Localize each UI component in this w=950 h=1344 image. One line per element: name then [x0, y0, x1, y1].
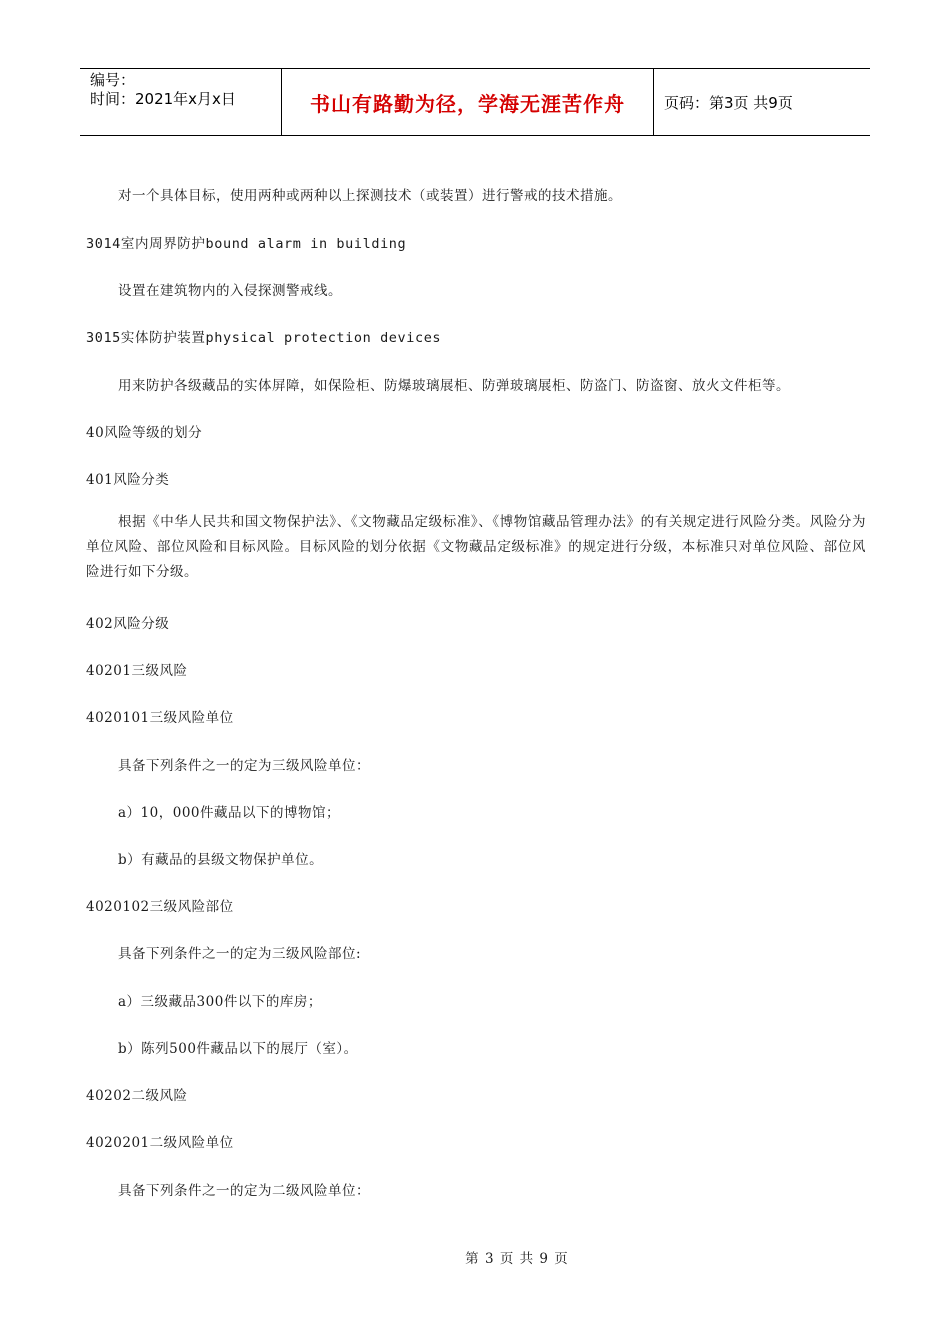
paragraph: 对一个具体目标，使用两种或两种以上探测技术（或装置）进行警戒的技术措施。: [118, 188, 622, 204]
list-item: a）10，000件藏品以下的博物馆；: [118, 805, 340, 821]
paragraph: 根据《中华人民共和国文物保护法》、《文物藏品定级标准》、《博物馆藏品管理办法》的有关规定进行风险分类。风险分为单位风险、部位风险和目标风险。目标风险的划分依据《文物藏品定级标准》的规定进行分级，本标准只对单位风险、部位风险进行如下分级。: [86, 514, 866, 580]
paragraph: 具备下列条件之一的定为三级风险部位:: [118, 946, 362, 962]
header-meta: [80, 69, 282, 135]
section-heading-401: 401风险分类: [86, 472, 170, 488]
section-heading-402: 402风险分级: [86, 616, 170, 632]
section-heading-4020102: 4020102三级风险部位: [86, 899, 234, 915]
list-item: b）有藏品的县级文物保护单位。: [118, 852, 324, 868]
list-item: b）陈列500件藏品以下的展厅（室）。: [118, 1041, 358, 1057]
header-page-number: 页码：第3页 共9页: [664, 93, 793, 112]
section-heading-40: 40风险等级的划分: [86, 425, 203, 441]
header-motto: 书山有路勤为径，学海无涯苦作舟: [282, 69, 654, 135]
section-heading-4020101: 4020101三级风险单位: [86, 710, 234, 726]
paragraph: 具备下列条件之一的定为二级风险单位：: [118, 1183, 370, 1199]
section-heading-40201: 40201三级风险: [86, 663, 188, 679]
list-item: a）三级藏品300件以下的库房；: [118, 994, 322, 1010]
page-footer: 第 3 页 共 9 页: [465, 1251, 569, 1267]
section-heading-40202: 40202二级风险: [86, 1088, 188, 1104]
paragraph: 设置在建筑物内的入侵探测警戒线。: [118, 283, 342, 299]
section-heading-3014: 3014室内周界防护bound alarm in building: [86, 236, 407, 252]
page-header: [80, 68, 870, 136]
document-date: 时间：2021年x月x日: [90, 90, 236, 108]
document-number-label: 编号：: [90, 71, 136, 89]
paragraph: 具备下列条件之一的定为三级风险单位：: [118, 758, 370, 774]
section-heading-3015: 3015实体防护装置physical protection devices: [86, 330, 442, 346]
section-heading-4020201: 4020201二级风险单位: [86, 1135, 234, 1151]
paragraph: 用来防护各级藏品的实体屏障，如保险柜、防爆玻璃展柜、防弹玻璃展柜、防盗门、防盗窗、放火文件柜等。: [118, 378, 790, 394]
